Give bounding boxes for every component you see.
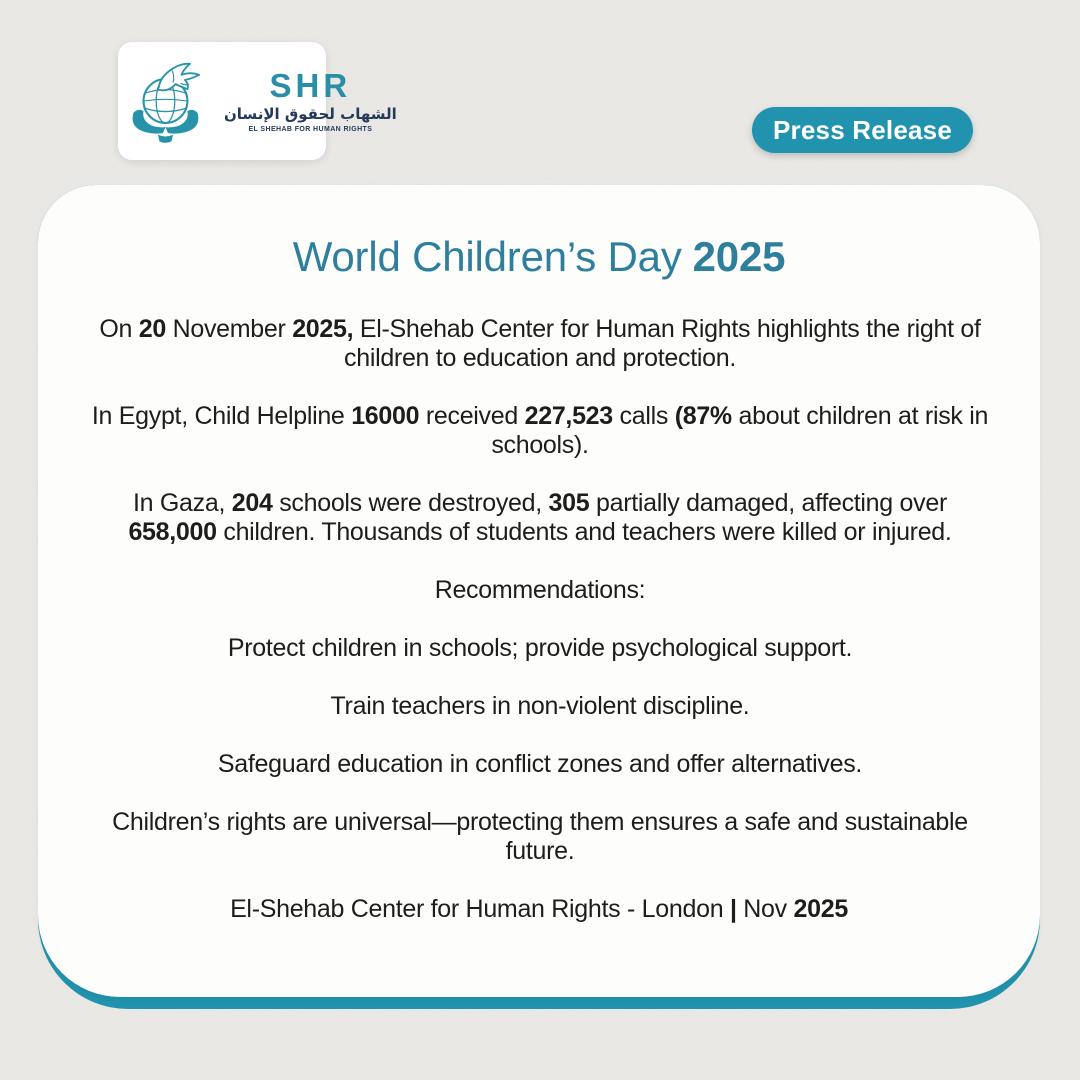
- page-title-year: 2025: [692, 233, 786, 280]
- press-release-badge[interactable]: Press Release: [752, 107, 973, 153]
- logo-tagline: EL SHEHAB FOR HUMAN RIGHTS: [248, 126, 373, 134]
- logo-text: [224, 66, 397, 134]
- content-card: [38, 185, 1040, 997]
- logo-arabic-name: الشهاب لحقوق الإنسان: [224, 104, 397, 123]
- body-paragraph: In Egypt, Child Helpline 16000 received 227,523 calls (87% about children at risk in schools).: [91, 402, 989, 459]
- page-title-text: World Children’s Day: [292, 233, 682, 280]
- org-logo: [118, 42, 397, 160]
- footer-line: El-Shehab Center for Human Rights - London | Nov 2025: [230, 895, 848, 923]
- body-paragraph: Recommendations:: [434, 576, 646, 604]
- body-paragraph: On 20 November 2025, El-Shehab Center for Human Rights highlights the right of children to education and protection.: [99, 315, 981, 372]
- card-body: [64, 315, 1016, 866]
- body-paragraph: Protect children in schools; provide psychological support.: [227, 634, 853, 662]
- logo-brand: SHR: [269, 66, 352, 104]
- content-card-rim: [38, 185, 1040, 1009]
- body-paragraph: Safeguard education in conflict zones and offer alternatives.: [217, 750, 863, 778]
- body-paragraph: In Gaza, 204 schools were destroyed, 305 partially damaged, affecting over 658,000 children. Thousands of students and teachers were killed or injured.: [128, 489, 952, 546]
- dove-globe-hands-icon: [130, 55, 206, 147]
- body-paragraph: Children’s rights are universal—protecting them ensures a safe and sustainable future.: [112, 808, 968, 865]
- page-title: [64, 233, 1014, 281]
- body-paragraph: Train teachers in non-violent discipline.: [330, 692, 750, 720]
